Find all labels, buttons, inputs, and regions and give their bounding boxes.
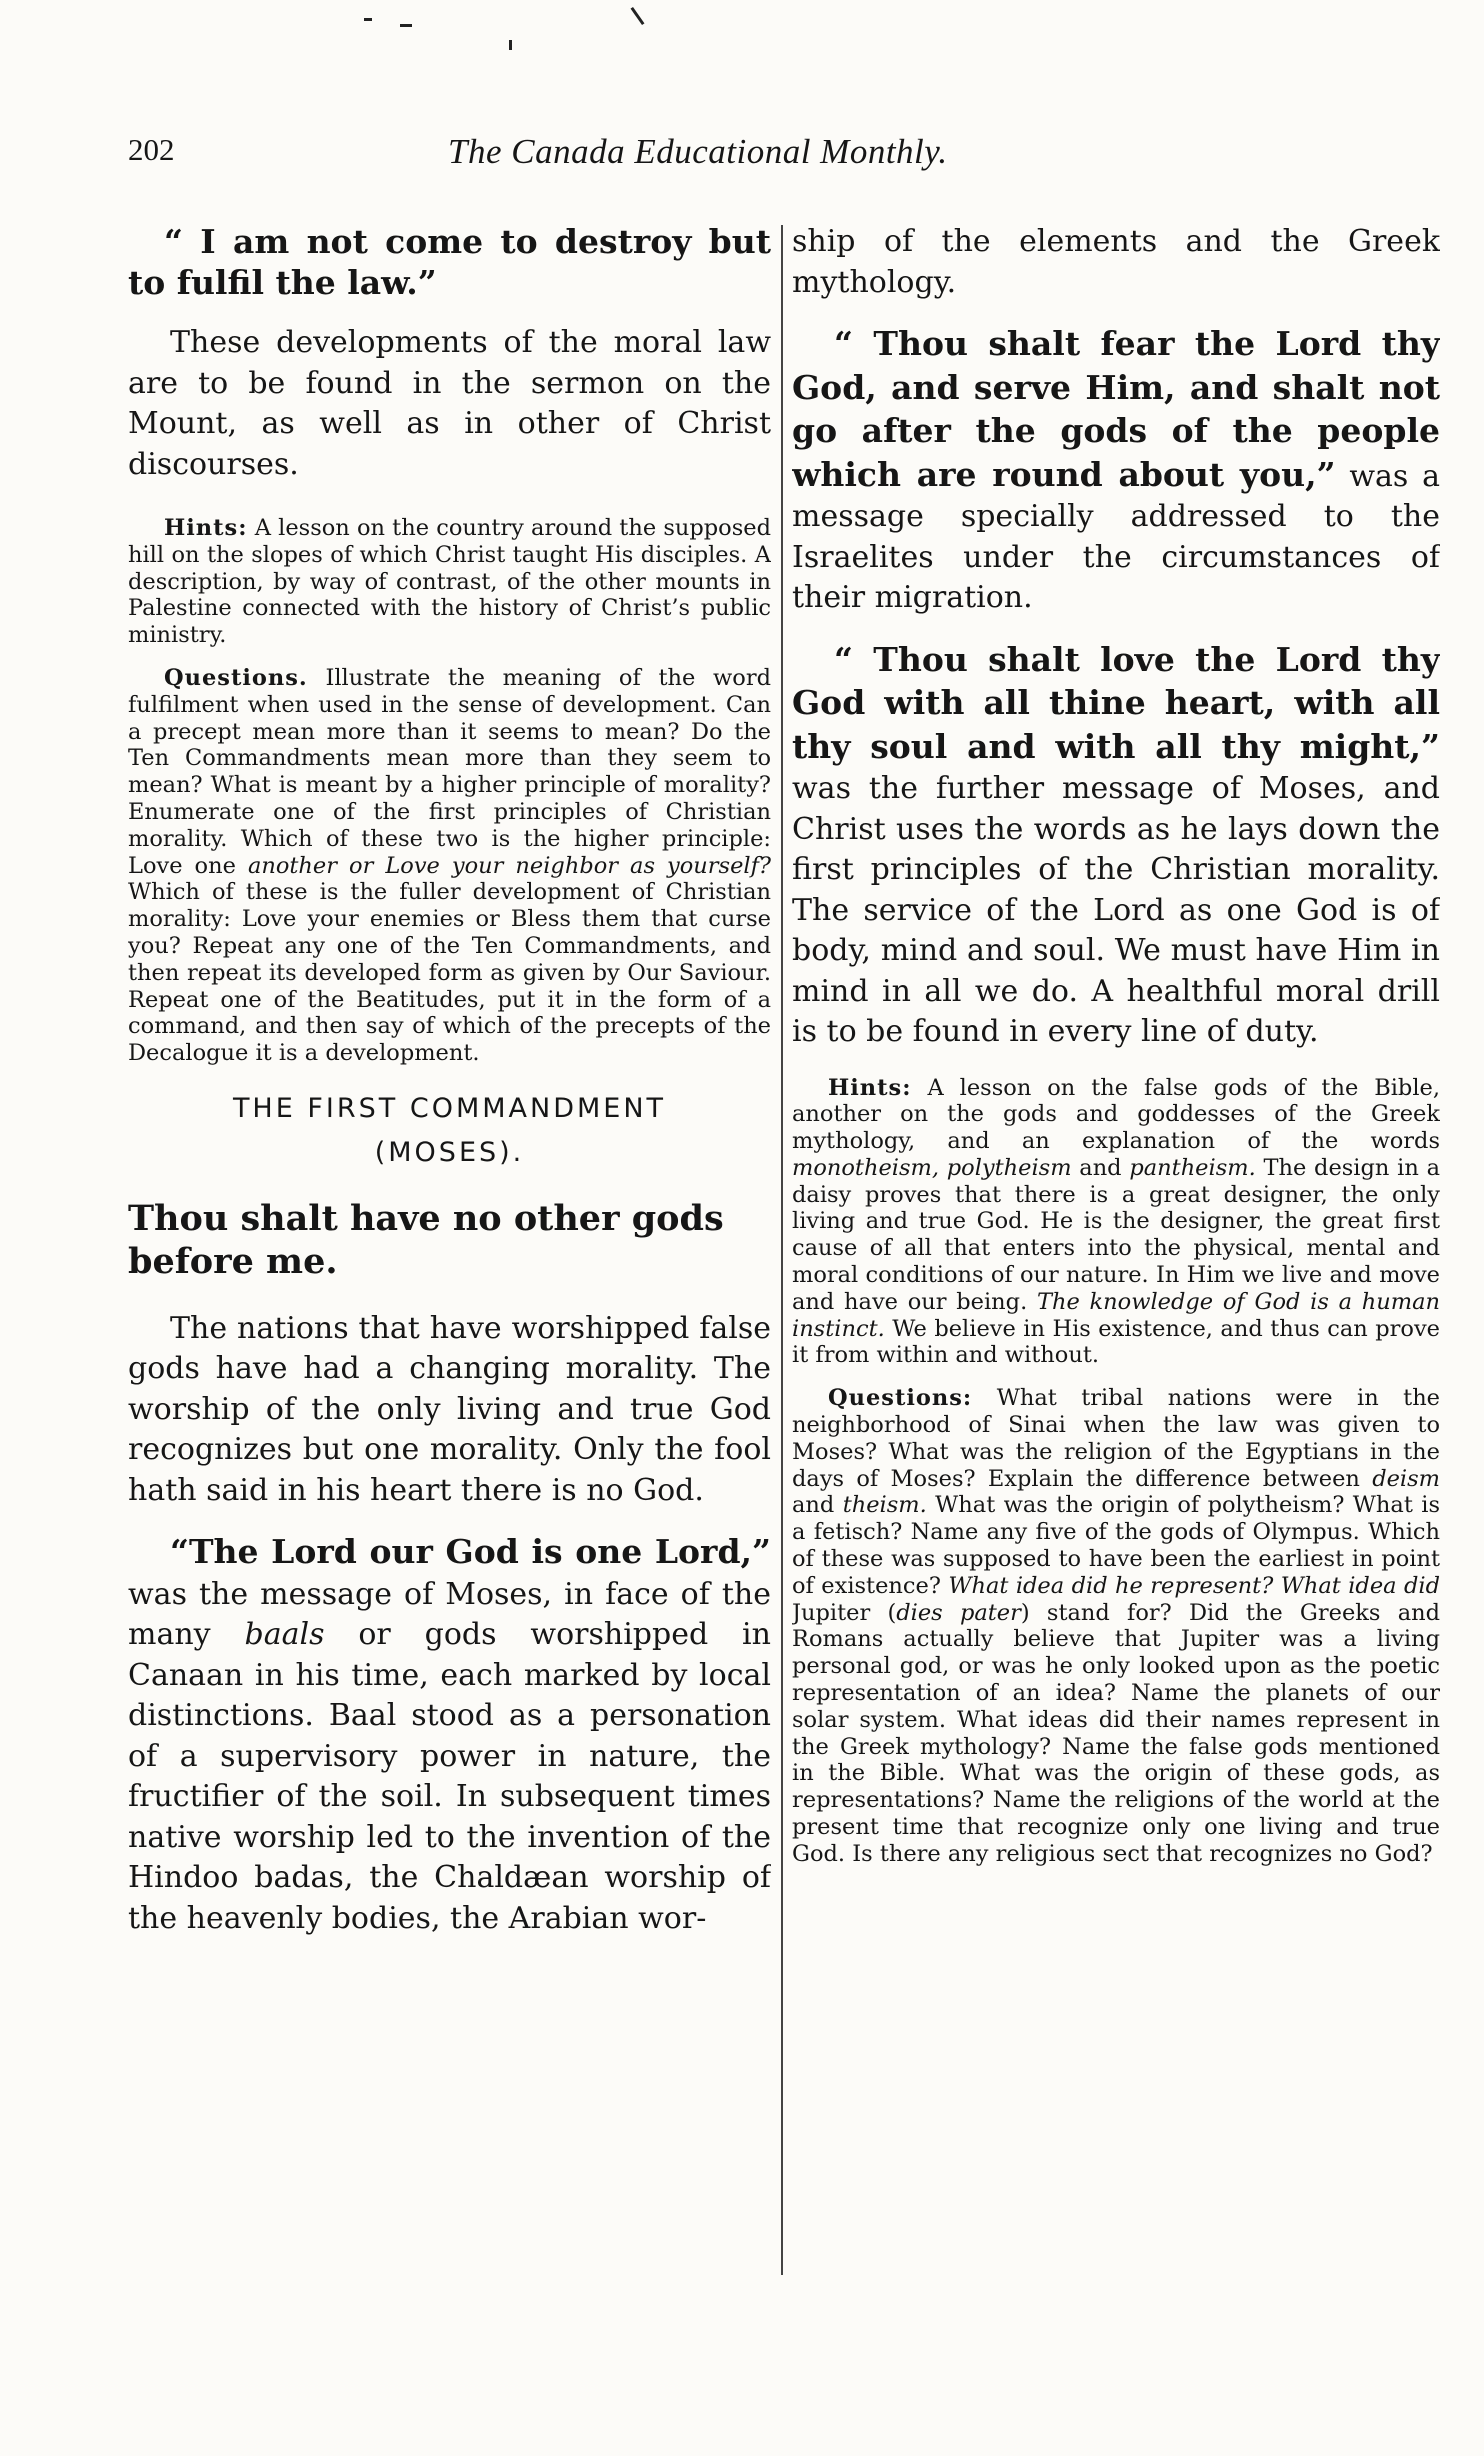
paragraph-text: or gods worshipped in Canaan in his time, each marked by local distinctions. Baal stood as a personation of a supervisory power in nature, the fructifier of the soil. In subsequent times native worship led to the invention of the Hindoo badas, the Chaldæan worship of the heavenly bodies, the Arabian wor- bbox=[128, 1617, 771, 1936]
paragraph: The nations that have worshipped false gods have had a changing morality. The worship of the only living and true God recognizes but one morality. Only the fool hath said in his heart there is no God. bbox=[128, 1310, 771, 1508]
hints-text: The design in a daisy proves that there is a great designer, the only living and true God. He is the designer, the great first cause of all that enters into the physical, mental and moral conditions of our nature. In Him we live and move and have our being. bbox=[792, 1154, 1440, 1315]
left-column bbox=[128, 222, 771, 2352]
paragraph: These developments of the moral law are to be found in the sermon on the Mount, as well as in other of Christ discourses. bbox=[128, 325, 771, 482]
paragraph bbox=[792, 639, 1440, 1053]
hints-text: and bbox=[1079, 1154, 1122, 1181]
paragraph bbox=[792, 323, 1440, 619]
scan-speck bbox=[509, 40, 512, 50]
paragraph-text: was the message of Moses, in face of the many bbox=[128, 1576, 771, 1653]
hints-label: Hints: bbox=[828, 1074, 912, 1101]
questions-text: Illustrate the meaning of the word fulfilment when used in the sense of development. Can a precept mean more than it seems to mean? Do the Ten Commandments mean more than they seem to mean? What is meant by a higher principle of morality? Enumerate one of the first principles of Christian morality. Which of these two is the higher principle: Love one bbox=[128, 664, 771, 879]
running-title: The Canada Educational Monthly. bbox=[448, 132, 948, 171]
hints-label: Hints: bbox=[164, 515, 248, 541]
quote: “The Lord our God is one Lord,” bbox=[170, 1532, 771, 1572]
hints-emphasis: monotheism, polytheism bbox=[792, 1154, 1072, 1181]
questions-emphasis: What idea did he represent? What idea did bbox=[948, 1572, 1440, 1599]
paragraph bbox=[128, 1531, 771, 1939]
hints-note bbox=[128, 515, 771, 649]
paragraph-text: was a message specially addressed to the Israelites under the circumstances of their migration. bbox=[792, 458, 1440, 615]
questions-text: What tribal nations were in the neighborhood of Sinai when the law was given to Moses? What was the religion of the Egyptians in the days of Moses? Explain the difference between bbox=[792, 1385, 1440, 1492]
scan-speck bbox=[631, 7, 645, 25]
questions-text: Which of these is the fuller development of Christian morality: Love your enemies or Bless them that curse you? Repeat any one of the Ten Commandments, and then repeat its developed form as given by Our Saviour. Repeat one of the Beatitudes, put it in the form of a command, and then say of which of the precepts of the Decalogue it is a development. bbox=[128, 879, 771, 1067]
section-heading-line: (MOSES). bbox=[374, 1136, 525, 1168]
questions-label: Questions: bbox=[828, 1385, 973, 1412]
questions-text: What was the origin of polytheism? What is a fetisch? Name any five of the gods of Olympus. Which of these was supposed to have been the earliest in point of existence? bbox=[792, 1492, 1440, 1599]
section-heading bbox=[128, 1087, 771, 1175]
page-number: 202 bbox=[128, 132, 175, 167]
commandment-subheading: Thou shalt have no other gods before me. bbox=[128, 1197, 724, 1282]
right-column bbox=[792, 222, 1440, 2352]
hints-text: A lesson on the country around the supposed hill on the slopes of which Christ taught His disciples. A description, by way of contrast, of the other mounts in Palestine connected with the history of Christ’s public ministry. bbox=[128, 515, 771, 649]
questions-text: and bbox=[792, 1492, 835, 1519]
hints-text: A lesson on the false gods of the Bible, another on the gods and goddesses of the Greek mythology, and an explanation of the words bbox=[792, 1074, 1440, 1155]
paragraph: ship of the elements and the Greek mythology. bbox=[792, 224, 1440, 300]
paragraph-text: was the further message of Moses, and Christ uses the words as he lays down the first principles of the Christian morality. The service of the Lord as one God is of body, mind and soul. We must have Him in mind in all we do. A healthful moral drill is to be found in every line of duty. bbox=[792, 771, 1440, 1049]
hints-text: We believe in His existence, and thus can prove it from within and without. bbox=[792, 1315, 1440, 1369]
questions-note bbox=[792, 1385, 1440, 1867]
hints-emphasis: The knowledge of God is a human instinct. bbox=[792, 1288, 1440, 1342]
hints-note bbox=[792, 1075, 1440, 1370]
column-divider bbox=[781, 225, 783, 2275]
questions-emphasis: theism. bbox=[842, 1492, 927, 1519]
paragraph-emphasis: baals bbox=[244, 1617, 325, 1653]
quote: “ Thou shalt fear the Lord thy God, and serve Him, and shalt not go after the gods of the people which are round about you,” bbox=[792, 324, 1440, 494]
questions-label: Questions. bbox=[164, 664, 308, 691]
questions-emphasis: deism bbox=[1372, 1465, 1440, 1492]
scan-speck bbox=[364, 18, 372, 21]
opening-quote: “ I am not come to destroy but to fulfil the law.” bbox=[128, 222, 771, 302]
questions-text: ) stand for? Did the Greeks and Romans actually believe that Jupiter was a living personal god, or was he only looked upon as the poetic representation of an idea? Name the planets of our solar system. What ideas did their names represent in the Greek mythology? Name the false gods mentioned in the Bible. What was the origin of these gods, as representations? Name the religions of the world at the present time that recognize only one living and true God. Is there any religious sect that recognizes no God? bbox=[792, 1599, 1440, 1867]
scan-speck bbox=[400, 24, 412, 27]
questions-emphasis: dies pater bbox=[896, 1599, 1021, 1626]
quote: “ Thou shalt love the Lord thy God with all thine heart, with all thy soul and with all thy might,” bbox=[792, 639, 1440, 766]
questions-emphasis: another or Love your neighbor as yourself? bbox=[247, 852, 771, 879]
page-header bbox=[128, 132, 1448, 182]
section-heading-line: THE FIRST COMMANDMENT bbox=[232, 1092, 667, 1124]
hints-emphasis: pantheism. bbox=[1129, 1154, 1256, 1181]
questions-text: Jupiter ( bbox=[792, 1599, 897, 1626]
questions-note bbox=[128, 665, 771, 1067]
